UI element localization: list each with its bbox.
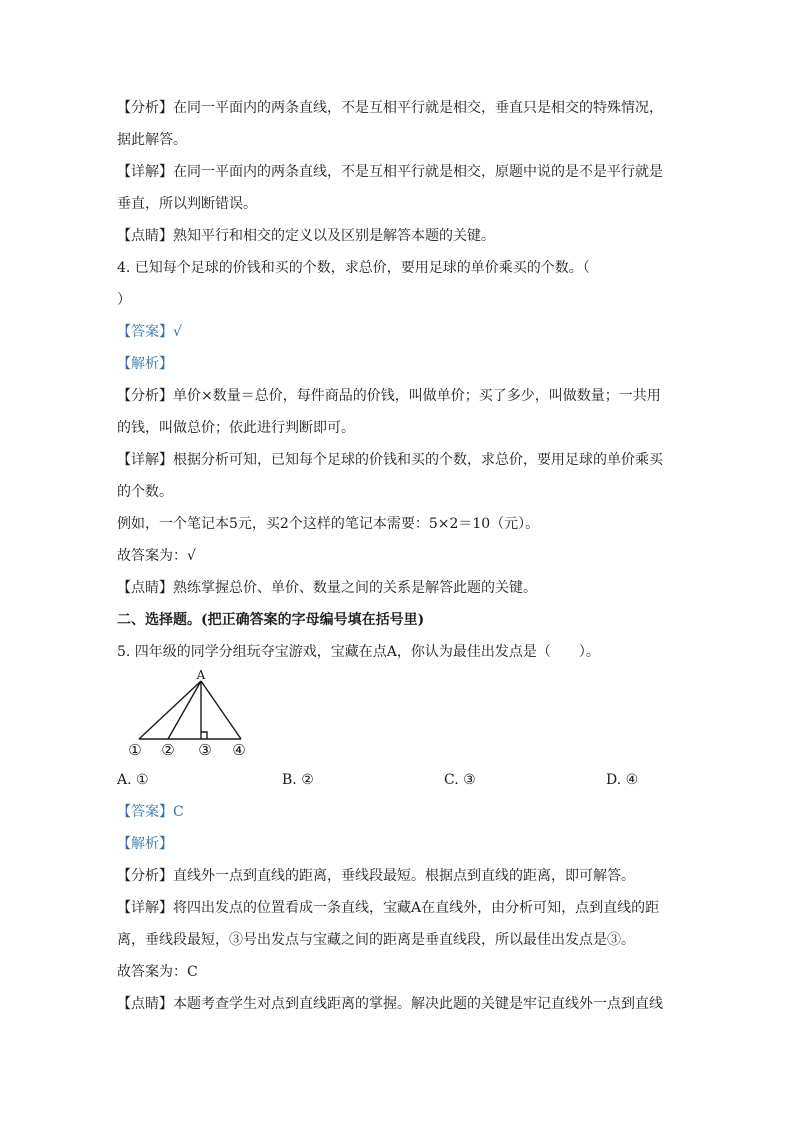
q4-detail-line-2: 的个数。: [117, 484, 173, 500]
line-to-point-2: [168, 681, 201, 739]
q5-answer: 【答案】C: [117, 804, 184, 820]
q4-answer: 【答案】√: [117, 324, 182, 340]
q5-triangle-figure: [121, 670, 261, 758]
q3-detail-line-2: 垂直，所以判断错误。: [117, 196, 257, 212]
line-to-point-1: [139, 681, 201, 739]
q4-analysis-line-1: 【分析】单价×数量＝总价，每件商品的价钱，叫做单价；买了多少，叫做数量；一共用: [117, 388, 661, 404]
point-label-4: ④: [232, 741, 246, 758]
q4-question-line-1: 4. 已知每个足球的价钱和买的个数，求总价，要用足球的单价乘买的个数。（: [117, 260, 590, 276]
line-to-point-4: [201, 681, 241, 739]
q4-question-line-2: ）: [117, 292, 131, 308]
q5-option-a: A. ①: [117, 772, 149, 788]
q4-final-answer: 故答案为：√: [117, 548, 196, 564]
q3-analysis-line-2: 据此解答。: [117, 132, 187, 148]
q5-option-d: D. ④: [606, 772, 639, 788]
q5-detail-line-2: 离，垂线段最短，③号出发点与宝藏之间的距离是垂直线段，所以最佳出发点是③。: [117, 932, 635, 948]
document-page: [117, 98, 677, 1014]
q5-jiexi-label: 【解析】: [117, 836, 173, 852]
q3-analysis-line-1: 【分析】在同一平面内的两条直线，不是互相平行就是相交，垂直只是相交的特殊情况，: [117, 100, 663, 116]
right-angle-mark: [201, 732, 207, 739]
q4-example: 例如，一个笔记本5元，买2个这样的笔记本需要：5×2＝10（元）。: [117, 516, 540, 532]
point-label-1: ①: [128, 741, 142, 758]
q3-detail-line-1: 【详解】在同一平面内的两条直线，不是互相平行就是相交，原题中说的是不是平行就是: [117, 164, 663, 180]
point-label-2: ②: [161, 741, 175, 758]
q5-final-answer: 故答案为：C: [117, 964, 198, 980]
q5-comment: 【点睛】本题考查学生对点到直线距离的掌握。解决此题的关键是牢记直线外一点到直线: [117, 996, 663, 1012]
section-2-title: 二、选择题。(把正确答案的字母编号填在括号里): [117, 612, 425, 628]
q4-detail-line-1: 【详解】根据分析可知，已知每个足球的价钱和买的个数，求总价，要用足球的单价乘买: [117, 452, 663, 468]
q5-option-c: C. ③: [444, 772, 476, 788]
q4-analysis-line-2: 的钱，叫做总价；依此进行判断即可。: [117, 420, 355, 436]
q4-comment: 【点睛】熟练掌握总价、单价、数量之间的关系是解答此题的关键。: [117, 580, 537, 596]
q5-option-b: B. ②: [282, 772, 314, 788]
q3-comment: 【点睛】熟知平行和相交的定义以及区别是解答本题的关键。: [117, 228, 495, 244]
q4-jiexi-label: 【解析】: [117, 356, 173, 372]
point-label-3: ③: [198, 741, 212, 758]
q5-detail-line-1: 【详解】将四出发点的位置看成一条直线，宝藏A在直线外，由分析可知，点到直线的距: [117, 900, 660, 916]
q5-question: 5. 四年级的同学分组玩夺宝游戏，宝藏在点A，你认为最佳出发点是（ ）。: [117, 644, 600, 660]
q5-analysis: 【分析】直线外一点到直线的距离，垂线段最短。根据点到直线的距离，即可解答。: [117, 868, 635, 884]
q5-options: [117, 770, 677, 790]
apex-label: A: [196, 670, 206, 682]
